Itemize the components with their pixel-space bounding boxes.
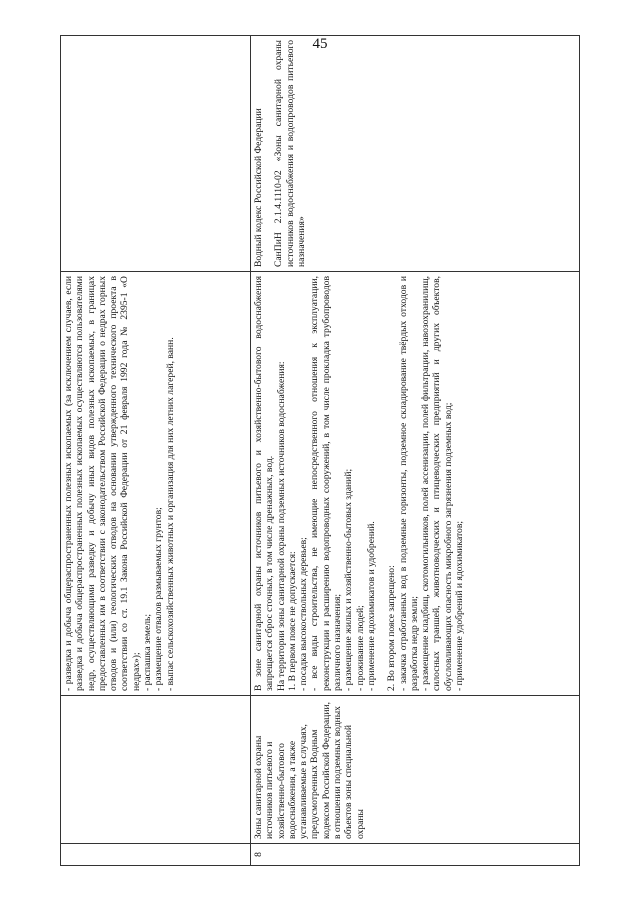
requirement-line: - проживание людей; <box>354 605 366 691</box>
requirements-cell <box>251 272 580 696</box>
zone-name-cell-empty <box>61 696 251 844</box>
row-number-cell-empty <box>61 844 251 866</box>
paragraph-gap <box>264 40 273 267</box>
requirement-line: - размещение отвалов размываемых грунтов; <box>153 507 165 691</box>
requirements-table <box>60 35 580 866</box>
requirement-line: - посадка высокоствольных деревьев; <box>298 537 310 691</box>
row-number: 8 <box>251 844 580 866</box>
source-cell-empty <box>61 36 251 272</box>
requirement-line: - распашка земель; <box>142 613 154 691</box>
table-row <box>61 36 251 866</box>
requirement-line: В зоне санитарной охраны источников питьевого и хозяйственно-бытового водоснабжения запрещается сброс сточных, в том числе дренажных, вод. <box>253 276 276 691</box>
requirement-line: - размещение кладбищ, скотомогильников, полей ассенизации, полей фильтрации, навозохранилищ, силосных траншей, животноводческих и птицеводческих предприятий и других объектов, обусловливающих опасность микробного загрязнения подземных вод; <box>420 276 454 691</box>
paragraph-gap <box>377 276 386 691</box>
rotated-table-container <box>60 36 580 866</box>
table-row <box>251 36 580 866</box>
requirements-cell <box>61 272 251 696</box>
source-line: СанПиН 2.1.4.1110-02 «Зоны санитарной охраны источников водоснабжения и водопроводов питьевого назначения» <box>273 40 307 267</box>
requirement-line: 2. Во втором поясе запрещено: <box>386 565 398 691</box>
zone-name: Зоны санитарной охраны источников питьевого и хозяйственно-бытового водоснабжения, а также устанавливаемые в случаях, предусмотренных Водным кодексом Российской Федерации, в отношении подземных водных объектов зоны специальной охраны <box>251 696 580 844</box>
requirement-line: На территории зоны санитарной охраны подземных источников водоснабжения: <box>275 361 287 691</box>
requirement-line: - применение ядохимикатов и удобрений. <box>365 521 377 691</box>
requirement-line: 1. В первом поясе не допускается: <box>286 551 298 691</box>
source-cell <box>251 36 580 272</box>
requirement-line: - выпас сельскохозяйственных животных и организация для них летних лагерей, ванн. <box>164 337 176 691</box>
source-line: Водный кодекс Российской Федерации <box>253 108 264 267</box>
requirement-line: - применение удобрений и ядохимикатов; <box>454 520 466 691</box>
requirement-line: - размещение жилых и хозяйственно-бытовых зданий; <box>343 468 355 691</box>
requirement-line: - разведка и добыча общераспространенных полезных ископаемых (за исключением случаев, если разведка и добыча общераспространенных полезных ископаемых осуществляются пользователями недр, осуществляющими разведку и добычу иных видов полезных ископаемых, в границах предоставленных им в соответствии с законодательством Российской Федерации о недрах горных отводов и (или) геологических отводов на основании утвержденного технического проекта в соответствии со ст. 19.1 Закона Российской Федерации от 21 февраля 1992 года № 2395-1 «О недрах»); <box>63 276 142 691</box>
requirement-line: - все виды строительства, не имеющие непосредственного отношения к эксплуатации, реконструкции и расширению водопроводных сооружений, в том числе прокладка трубопроводов различного назначения; <box>309 276 344 691</box>
page-number: 45 <box>312 36 328 52</box>
requirement-line: - закачка отработанных вод в подземные горизонты, подземное складирование твёрдых отходов и разработка недр земли; <box>397 276 420 691</box>
